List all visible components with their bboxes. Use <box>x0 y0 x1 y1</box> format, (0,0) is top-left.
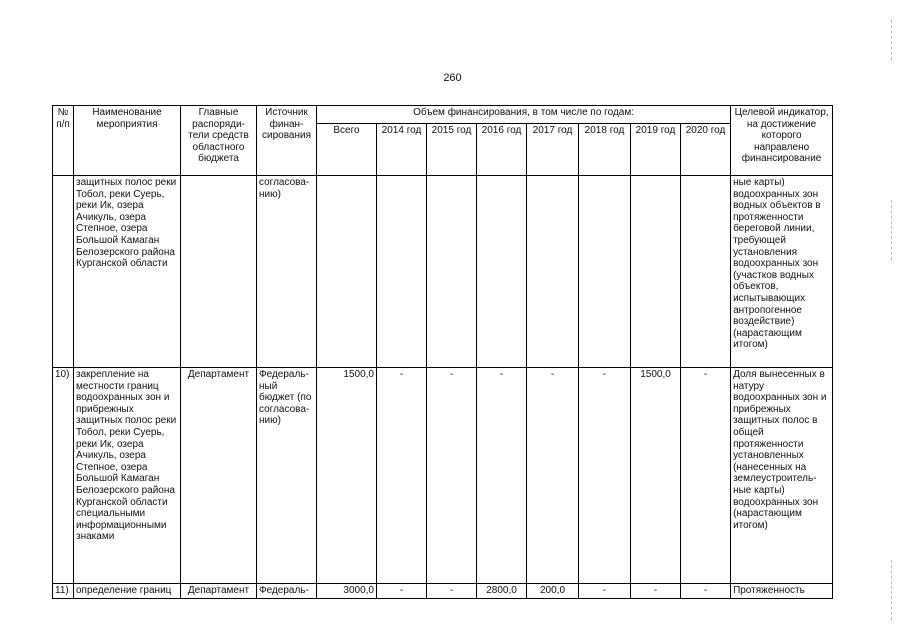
row-num: 10) <box>53 368 74 584</box>
margin-mark <box>891 20 892 60</box>
table-row <box>53 368 833 584</box>
row-total <box>317 176 377 368</box>
header-main-managers: Главные распоряди-тели средств областного бюджета <box>181 106 257 176</box>
row-year-value <box>527 176 579 368</box>
row-year-value <box>377 176 427 368</box>
header-year: 2017 год <box>527 124 579 176</box>
row-year-value <box>579 176 631 368</box>
header-num: № п/п <box>53 106 74 176</box>
row-num: 11) <box>53 584 74 599</box>
header-source: Источник финан-сирования <box>257 106 317 176</box>
row-year-value: - <box>377 368 427 584</box>
row-name: определение границ <box>74 584 181 599</box>
header-year: 2014 год <box>377 124 427 176</box>
header-year: 2020 год <box>681 124 731 176</box>
row-year-value: 200,0 <box>527 584 579 599</box>
row-name: защитных полос реки Тобол, реки Суерь, реки Ик, озера Ачикуль, озера Степное, озера Большой Камаган Белозерского района Курганской области <box>74 176 181 368</box>
row-year-value: - <box>377 584 427 599</box>
row-year-value: - <box>681 584 731 599</box>
row-year-value: - <box>427 368 477 584</box>
header-year: 2015 год <box>427 124 477 176</box>
row-manager: Департамент <box>181 368 257 584</box>
header-year: 2018 год <box>579 124 631 176</box>
row-year-value: - <box>579 368 631 584</box>
row-year-value: - <box>477 368 527 584</box>
row-year-value: 2800,0 <box>477 584 527 599</box>
row-year-value <box>477 176 527 368</box>
row-name: закрепление на местности границ водоохранных зон и прибрежных защитных полос реки Тобол, реки Суерь, реки Ик, озера Ачикуль, озера Степное, озера Большой Камаган Белозерского района Курганской области специальными информационными знаками <box>74 368 181 584</box>
header-year: 2016 год <box>477 124 527 176</box>
table-row <box>53 176 833 368</box>
row-source: Федераль- <box>257 584 317 599</box>
row-indicator: ные карты) водоохранных зон водных объектов в протяженности береговой линии, требующей установления водоохранных зон (участков водных объектов, испытывающих антропогенное воздействие) (нарастающим итогом) <box>731 176 833 368</box>
row-source: согласова-нию) <box>257 176 317 368</box>
page-number: 260 <box>443 72 462 84</box>
header-total: Всего <box>317 124 377 176</box>
row-source: Федераль-ный бюджет (по согласова-нию) <box>257 368 317 584</box>
row-num <box>53 176 74 368</box>
header-indicator: Целевой индикатор, на достижение которого направлено финансирование <box>731 106 833 176</box>
header-funding-volume: Объем финансирования, в том числе по годам: <box>317 106 731 124</box>
row-year-value <box>427 176 477 368</box>
row-total: 3000,0 <box>317 584 377 599</box>
row-manager: Департамент <box>181 584 257 599</box>
row-total: 1500,0 <box>317 368 377 584</box>
row-year-value: - <box>527 368 579 584</box>
row-year-value: 1500,0 <box>631 368 681 584</box>
row-indicator: Протяженность <box>731 584 833 599</box>
margin-mark <box>891 200 892 260</box>
row-year-value: - <box>427 584 477 599</box>
margin-mark <box>891 560 892 620</box>
header-name: Наименование мероприятия <box>74 106 181 176</box>
header-year: 2019 год <box>631 124 681 176</box>
row-year-value: - <box>631 584 681 599</box>
row-indicator: Доля вынесенных в натуру водоохранных зон и прибрежных защитных полос в общей протяженности установленных (нанесенных на землеустроитель-ные карты) водоохранных зон (нарастающим итогом) <box>731 368 833 584</box>
row-manager <box>181 176 257 368</box>
table-row <box>53 584 833 599</box>
row-year-value: - <box>681 368 731 584</box>
row-year-value <box>631 176 681 368</box>
row-year-value <box>681 176 731 368</box>
row-year-value: - <box>579 584 631 599</box>
funding-table <box>52 105 833 599</box>
